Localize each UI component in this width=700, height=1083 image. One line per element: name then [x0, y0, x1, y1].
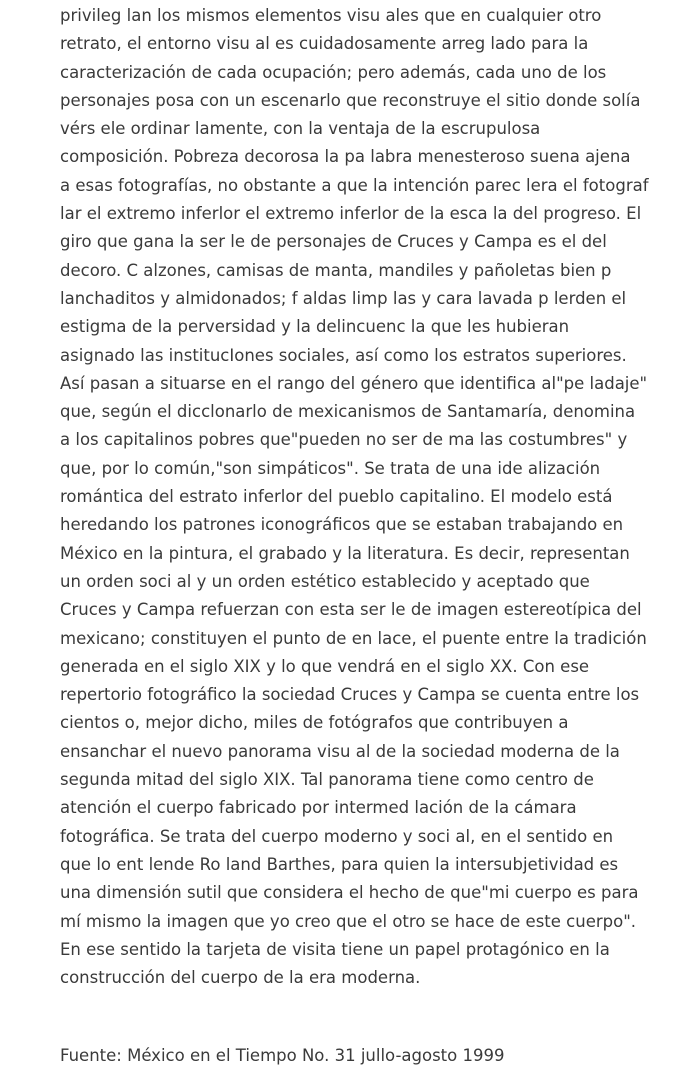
- body-text-line: mexicano; constituyen el punto de en lace, el puente entre la tradición: [60, 628, 647, 648]
- body-text-line: romántica del estrato inferlor del pueblo capitalino. El modelo está: [60, 487, 613, 507]
- body-text-line: ensanchar el nuevo panorama visu al de la sociedad moderna de la: [60, 741, 620, 761]
- body-text-line: cientos o, mejor dicho, miles de fotógrafos que contribuyen a: [60, 713, 569, 733]
- body-text-line: México en la pintura, el grabado y la literatura. Es decir, representan: [60, 543, 630, 563]
- body-text-line: Cruces y Campa refuerzan con esta ser le de imagen estereotípica del: [60, 600, 642, 620]
- body-text-line: personajes posa con un escenarlo que reconstruye el sitio donde solía: [60, 90, 641, 110]
- body-text-line: heredando los patrones iconográficos que se estaban trabajando en: [60, 515, 624, 535]
- source-citation: Fuente: México en el Tiempo No. 31 jullo-agosto 1999: [60, 1046, 505, 1065]
- body-text-line: construcción del cuerpo de la era moderna.: [60, 968, 421, 988]
- body-text-line: a los capitalinos pobres que"pueden no ser de ma las costumbres" y: [60, 430, 628, 450]
- body-text-line: generada en el siglo XIX y lo que vendrá en el siglo XX. Con ese: [60, 656, 590, 676]
- body-text-line: a esas fotografías, no obstante a que la intención parec lera el fotograf: [60, 175, 649, 195]
- body-text-line: segunda mitad del siglo XIX. Tal panorama tiene como centro de: [60, 770, 594, 790]
- body-text-line: composición. Pobreza decorosa la pa labra menesteroso suena ajena: [60, 147, 631, 167]
- body-text-line: un orden soci al y un orden estético establecido y aceptado que: [60, 571, 590, 591]
- body-text-line: vérs ele ordinar lamente, con la ventaja de la escrupulosa: [60, 119, 541, 139]
- body-text-line: En ese sentido la tarjeta de visita tiene un papel protagónico en la: [60, 939, 610, 959]
- body-text-line: asignado las institucIones sociales, así como los estratos superiores.: [60, 345, 627, 365]
- body-text-line: privileg lan los mismos elementos visu ales que en cualquier otro: [60, 6, 602, 25]
- body-text-line: que, por lo común,"son simpáticos". Se trata de una ide alización: [60, 458, 601, 478]
- body-text-line: mí mismo la imagen que yo creo que el otro se hace de este cuerpo".: [60, 911, 637, 931]
- body-text-line: lanchaditos y almidonados; f aldas limp las y cara lavada p lerden el: [60, 288, 627, 308]
- body-text-line: atención el cuerpo fabricado por intermed lación de la cámara: [60, 798, 577, 818]
- article-body: [60, 2, 649, 992]
- body-text-line: retrato, el entorno visu al es cuidadosamente arreg lado para la: [60, 34, 589, 54]
- body-text-line: decoro. C alzones, camisas de manta, mandiles y pañoletas bien p: [60, 260, 612, 280]
- body-text-line: una dimensión sutil que considera el hecho de que"mi cuerpo es para: [60, 883, 639, 903]
- body-text-line: estigma de la perversidad y la delincuenc la que les hubieran: [60, 317, 570, 337]
- body-text-line: que lo ent lende Ro land Barthes, para quien la intersubjetividad es: [60, 854, 619, 874]
- body-text-line: giro que gana la ser le de personajes de Cruces y Campa es el del: [60, 232, 607, 252]
- body-text-line: lar el extremo inferlor el extremo inferlor de la esca la del progreso. El: [60, 204, 642, 224]
- body-text-line: Así pasan a situarse en el rango del género que identifica al"pe ladaje": [60, 373, 648, 393]
- body-text-line: repertorio fotográfico la sociedad Cruces y Campa se cuenta entre los: [60, 685, 640, 705]
- body-text-line: que, según el dicclonarlo de mexicanismos de Santamaría, denomina: [60, 402, 636, 422]
- body-text-line: caracterización de cada ocupación; pero además, cada uno de los: [60, 62, 607, 82]
- body-text-line: fotográfica. Se trata del cuerpo moderno y soci al, en el sentido en: [60, 826, 614, 846]
